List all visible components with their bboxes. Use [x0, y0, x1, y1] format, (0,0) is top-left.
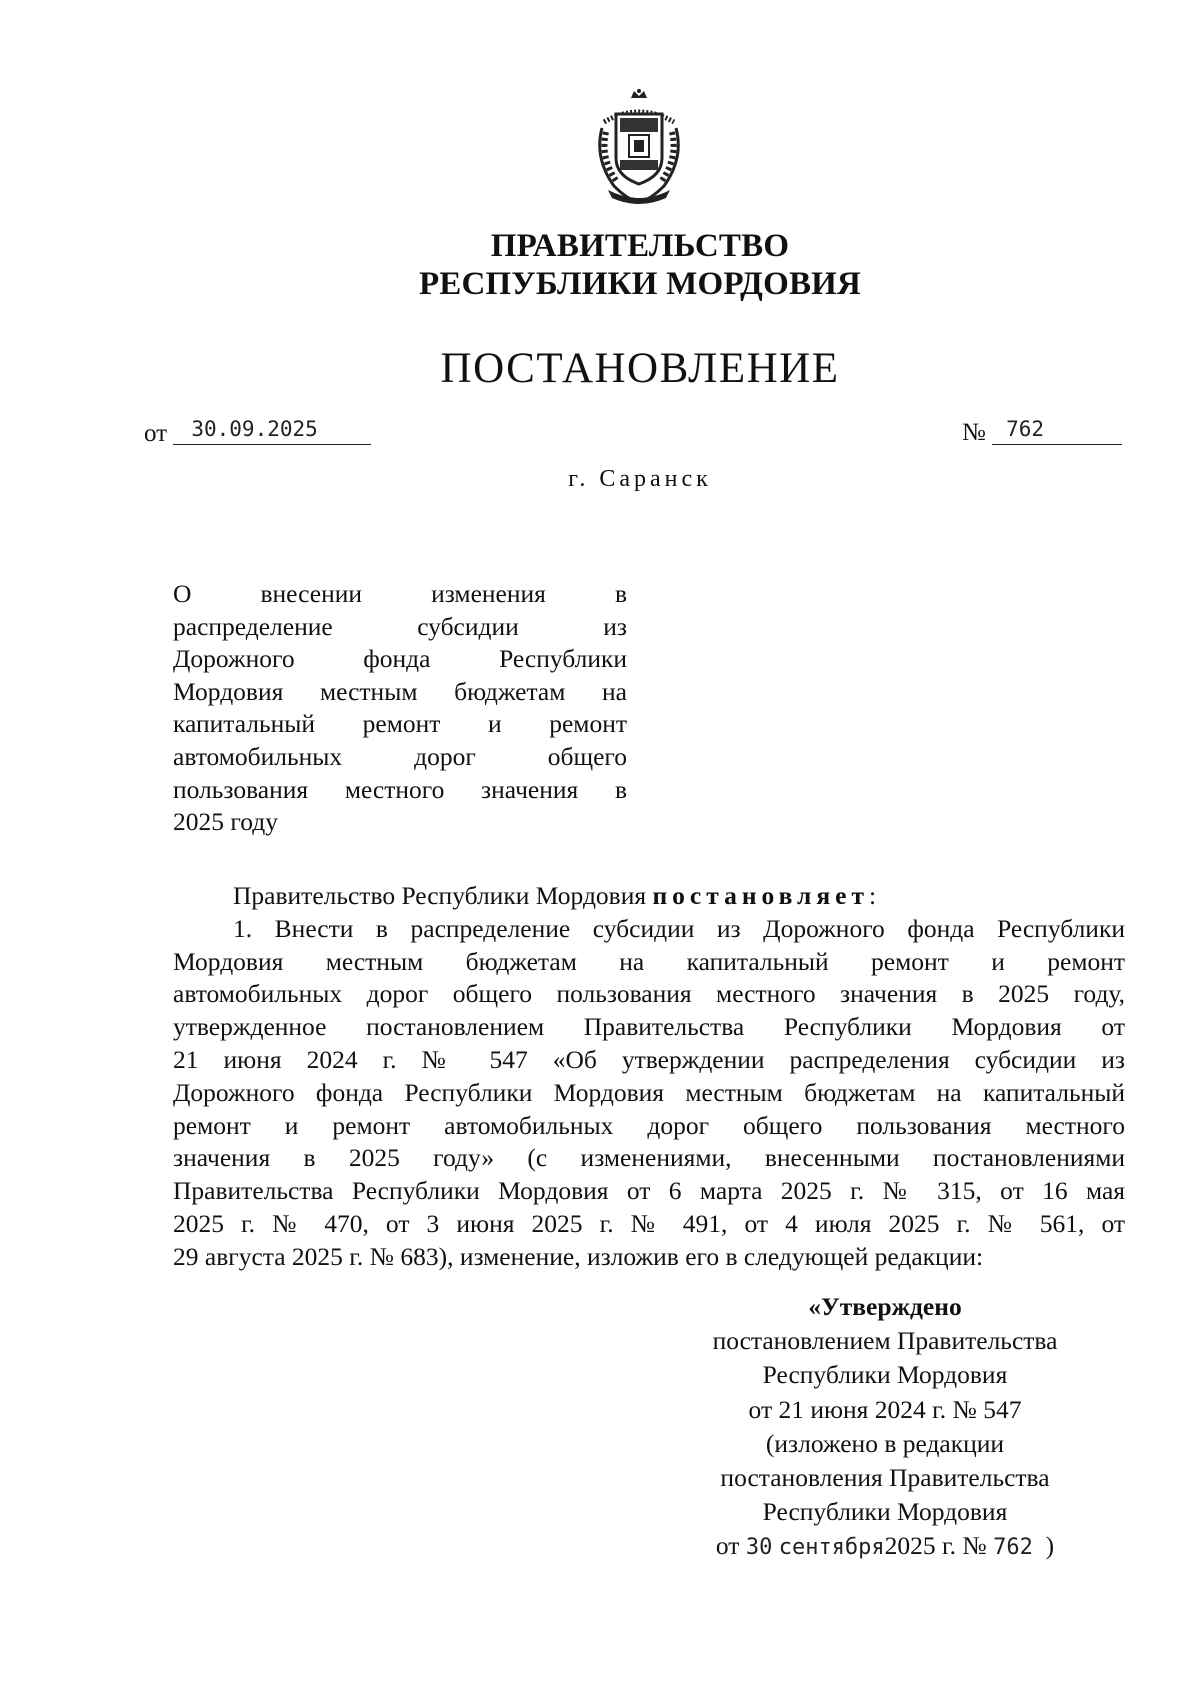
approval-line: от 21 июня 2024 г. № 547	[748, 1394, 1022, 1424]
approval-line: Республики Мордовия	[762, 1497, 1008, 1527]
approval-line: (изложено в редакции	[765, 1428, 1005, 1458]
approval-month: сентября	[778, 1535, 885, 1561]
subject-line: О внесении изменения в	[173, 579, 627, 608]
body-line: Правительства Республики Мордовия от 6 марта 2025 г. № 315, от 16 мая	[173, 1176, 1125, 1206]
approval-year: 2025 г. №	[884, 1531, 987, 1561]
subject-line: капитальный ремонт и ремонт	[173, 709, 627, 739]
subject-line: автомобильных дорог общего	[173, 741, 627, 771]
approval-last-line	[670, 1529, 1100, 1565]
document-type-title: ПОСТАНОВЛЕНИЕ	[440, 345, 840, 392]
approval-close-paren: )	[1045, 1531, 1055, 1561]
preamble-colon: :	[869, 881, 877, 910]
coat-of-arms-icon	[584, 88, 694, 206]
number-value: 762	[992, 414, 1122, 445]
number-prefix: №	[962, 419, 986, 446]
number-field	[962, 418, 1122, 449]
subject-line: распределение субсидии из	[173, 611, 627, 641]
approval-line: постановлением Правительства	[712, 1326, 1058, 1356]
body-line: автомобильных дорог общего пользования местного значения в 2025 году,	[173, 979, 1125, 1009]
preamble-verb: постановляет	[652, 881, 870, 910]
body-line: значения в 2025 году» (с изменениями, внесенными постановлениями	[173, 1143, 1125, 1173]
approval-heading: «Утверждено	[808, 1292, 962, 1321]
subject-line: Дорожного фонда Республики	[173, 644, 627, 674]
subject-line: пользования местного значения в	[173, 774, 627, 804]
date-field	[144, 418, 371, 449]
subject-line: Мордовия местным бюджетам на	[173, 676, 627, 706]
body-line: 2025 г. № 470, от 3 июня 2025 г. № 491, от 4 июля 2025 г. № 561, от	[173, 1208, 1125, 1238]
city-name: г. Саранск	[568, 466, 712, 492]
document-subject	[173, 578, 627, 839]
government-name-line2: РЕСПУБЛИКИ МОРДОВИЯ	[418, 266, 862, 302]
approval-number: 762	[993, 1535, 1033, 1561]
preamble-line	[173, 880, 1125, 913]
approval-stamp-block	[670, 1290, 1100, 1566]
preamble-text: Правительство Республики Мордовия	[233, 881, 647, 910]
date-prefix: от	[144, 420, 168, 447]
body-line: 1. Внести в распределение субсидии из Дорожного фонда Республики	[233, 913, 1125, 943]
approval-date-prefix: от	[715, 1531, 740, 1561]
body-line: Мордовия местным бюджетам на капитальный ремонт и ремонт	[173, 946, 1125, 976]
body-line: Дорожного фонда Республики Мордовия местным бюджетам на капитальный	[173, 1077, 1125, 1107]
approval-line: Республики Мордовия	[762, 1360, 1008, 1390]
approval-line: постановления Правительства	[720, 1463, 1050, 1493]
body-line: 21 июня 2024 г. № 547 «Об утверждении распределения субсидии из	[173, 1044, 1125, 1074]
approval-day: 30	[745, 1535, 773, 1561]
subject-line: 2025 году	[173, 807, 278, 837]
date-value: 30.09.2025	[173, 414, 371, 445]
body-line: утвержденное постановлением Правительства Республики Мордовия от	[173, 1012, 1125, 1042]
document-body	[173, 880, 1125, 1274]
body-line: 29 августа 2025 г. № 683), изменение, изложив его в следующей редакции:	[173, 1241, 984, 1271]
body-line: ремонт и ремонт автомобильных дорог общего пользования местного	[173, 1110, 1125, 1140]
government-name-line1: ПРАВИТЕЛЬСТВО	[490, 228, 790, 264]
